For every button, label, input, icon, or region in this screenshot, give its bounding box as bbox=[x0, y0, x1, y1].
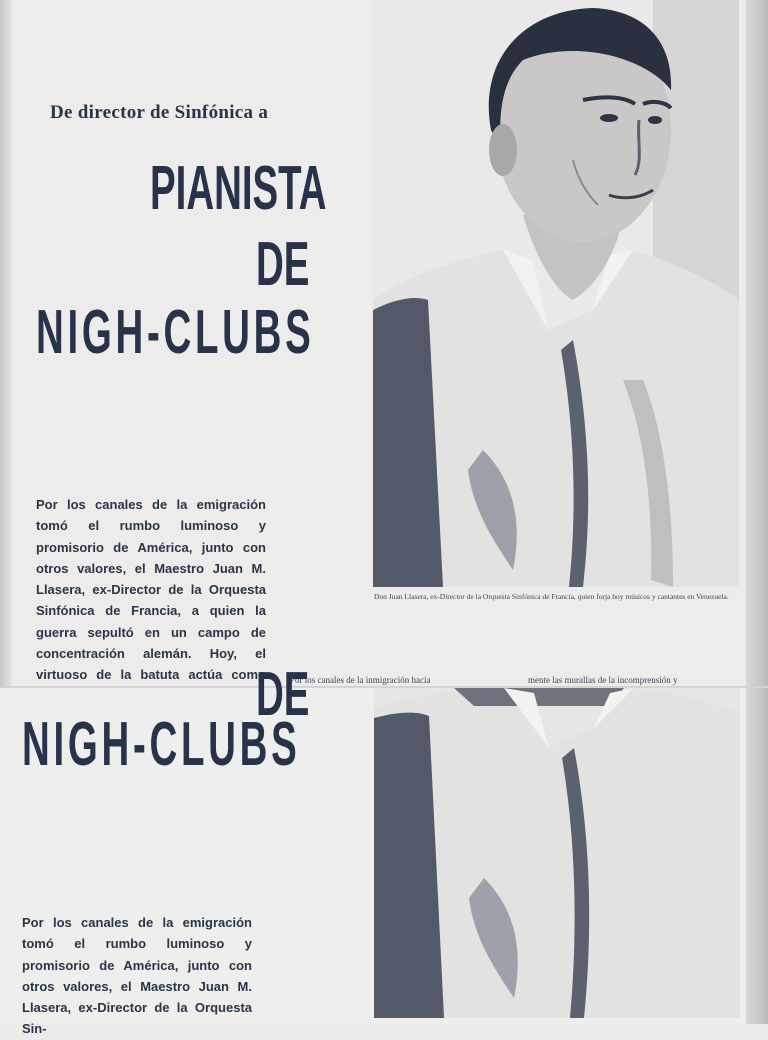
article-body-column-repeat: Por los canales de la emigración tomó el rumbo luminoso y promisorio de América, junto con otros valores, el Maestro Juan M. Llasera, ex-Director de la Orquesta Sin- bbox=[22, 915, 252, 1037]
page-fold-shadow bbox=[0, 0, 12, 688]
article-kicker: De director de Sinfónica a bbox=[50, 102, 269, 123]
page-edge-shadow-repeat bbox=[746, 688, 768, 1024]
page-edge-shadow bbox=[746, 0, 768, 688]
portrait-torso-illustration bbox=[374, 688, 740, 1018]
headline-line-3: NIGH-CLUBS bbox=[36, 298, 315, 367]
column-snippet-right: mente las murallas de la incomprensión y bbox=[528, 675, 678, 685]
portrait-photo-repeat bbox=[374, 688, 740, 1018]
column-snippet-left: Por los canales de la inmigración hacia bbox=[290, 675, 431, 685]
portrait-illustration bbox=[373, 0, 739, 587]
headline-line-1: PIANISTA bbox=[150, 154, 327, 223]
headline-line-2: DE bbox=[256, 230, 310, 299]
photo-caption: Don Juan Llasera, ex-Director de la Orquesta Sinfónica de Francia, quien forja hoy músicos y cantantes en Venezuela. bbox=[374, 592, 729, 601]
article-body-column: Por los canales de la emigración tomó el rumbo luminoso y promisorio de América, junto con otros valores, el Maestro Juan M. Llasera, ex-Director de la Orquesta Sinfónica de Francia, a quien la guerra sepultó en un campo de concentración alemán. Hoy, el virtuoso de la batuta actúa como bbox=[36, 497, 266, 683]
headline-line-3-repeat: NIGH-CLUBS bbox=[22, 710, 301, 779]
portrait-photo bbox=[373, 0, 739, 587]
headline-fragment: DE bbox=[256, 660, 310, 729]
